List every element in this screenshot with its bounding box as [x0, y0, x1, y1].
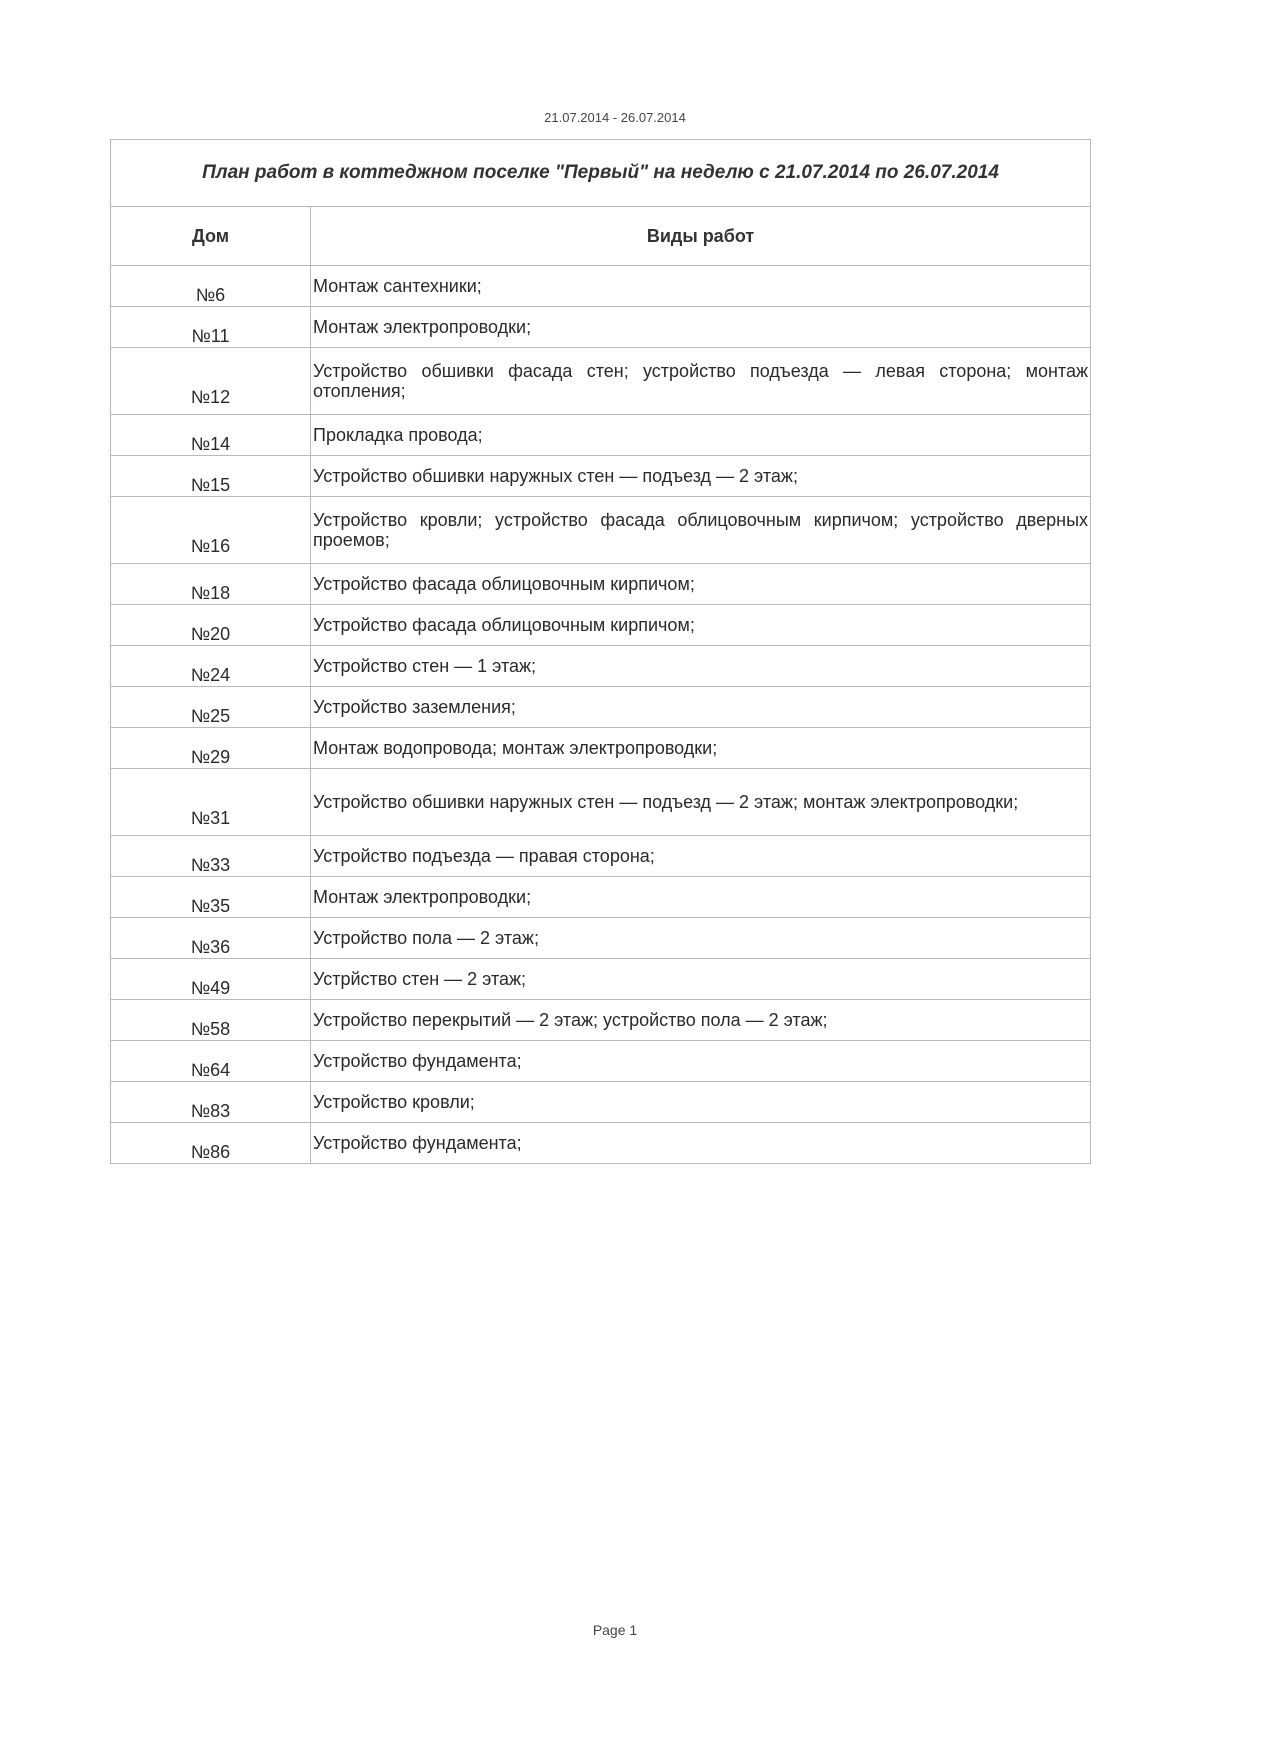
house-number: №33 — [111, 836, 311, 877]
work-description: Устрйство стен — 2 этаж; — [311, 959, 1091, 1000]
work-description: Устройство фасада облицовочным кирпичом; — [311, 564, 1091, 605]
work-description: Устройство перекрытий — 2 этаж; устройство пола — 2 этаж; — [311, 1000, 1091, 1041]
work-description: Монтаж сантехники; — [311, 266, 1091, 307]
work-description: Устройство стен — 1 этаж; — [311, 646, 1091, 687]
house-number: №64 — [111, 1041, 311, 1082]
house-number: №14 — [111, 415, 311, 456]
house-number: №20 — [111, 605, 311, 646]
house-number: №83 — [111, 1082, 311, 1123]
column-header-house: Дом — [111, 207, 311, 266]
table-row — [111, 348, 1091, 415]
house-number: №35 — [111, 877, 311, 918]
work-description: Устройство фундамента; — [311, 1041, 1091, 1082]
house-number: №16 — [111, 497, 311, 564]
table-row — [111, 769, 1091, 836]
table-row — [111, 687, 1091, 728]
table-row — [111, 1123, 1091, 1164]
work-description: Устройство пола — 2 этаж; — [311, 918, 1091, 959]
work-description: Монтаж водопровода; монтаж электропроводки; — [311, 728, 1091, 769]
table-row — [111, 564, 1091, 605]
table-row — [111, 1000, 1091, 1041]
house-number: №49 — [111, 959, 311, 1000]
table-row — [111, 918, 1091, 959]
house-number: №12 — [111, 348, 311, 415]
work-plan-table — [110, 139, 1091, 1164]
work-description: Устройство обшивки наружных стен — подъезд — 2 этаж; — [311, 456, 1091, 497]
work-description: Устройство заземления; — [311, 687, 1091, 728]
table-row — [111, 959, 1091, 1000]
work-description: Устройство кровли; — [311, 1082, 1091, 1123]
work-description: Монтаж электропроводки; — [311, 877, 1091, 918]
table-row — [111, 728, 1091, 769]
table-row — [111, 877, 1091, 918]
work-description: Устройство подъезда — правая сторона; — [311, 836, 1091, 877]
work-description: Устройство обшивки фасада стен; устройство подъезда — левая сторона; монтаж отопления; — [311, 348, 1091, 415]
table-title-row — [111, 140, 1091, 207]
table-row — [111, 266, 1091, 307]
table-row — [111, 307, 1091, 348]
house-number: №36 — [111, 918, 311, 959]
work-description: Устройство фасада облицовочным кирпичом; — [311, 605, 1091, 646]
work-description: Прокладка провода; — [311, 415, 1091, 456]
house-number: №18 — [111, 564, 311, 605]
work-description: Устройство кровли; устройство фасада облицовочным кирпичом; устройство дверных проемов; — [311, 497, 1091, 564]
house-number: №86 — [111, 1123, 311, 1164]
page-number: Page 1 — [592, 1622, 638, 1638]
table-row — [111, 605, 1091, 646]
house-number: №6 — [111, 266, 311, 307]
table-title: План работ в коттеджном поселке "Первый" на неделю с 21.07.2014 по 26.07.2014 — [111, 140, 1091, 207]
house-number: №58 — [111, 1000, 311, 1041]
house-number: №15 — [111, 456, 311, 497]
table-row — [111, 1082, 1091, 1123]
house-number: №29 — [111, 728, 311, 769]
house-number: №11 — [111, 307, 311, 348]
work-description: Монтаж электропроводки; — [311, 307, 1091, 348]
work-description: Устройство обшивки наружных стен — подъезд — 2 этаж; монтаж электропроводки; — [311, 769, 1091, 836]
table-row — [111, 415, 1091, 456]
table-row — [111, 456, 1091, 497]
table-row — [111, 836, 1091, 877]
work-description: Устройство фундамента; — [311, 1123, 1091, 1164]
header-date: 21.07.2014 - 26.07.2014 — [544, 110, 686, 125]
table-header-row — [111, 207, 1091, 266]
house-number: №25 — [111, 687, 311, 728]
column-header-work: Виды работ — [311, 207, 1091, 266]
work-plan-body — [111, 140, 1091, 1164]
table-row — [111, 497, 1091, 564]
house-number: №24 — [111, 646, 311, 687]
table-row — [111, 646, 1091, 687]
table-row — [111, 1041, 1091, 1082]
house-number: №31 — [111, 769, 311, 836]
